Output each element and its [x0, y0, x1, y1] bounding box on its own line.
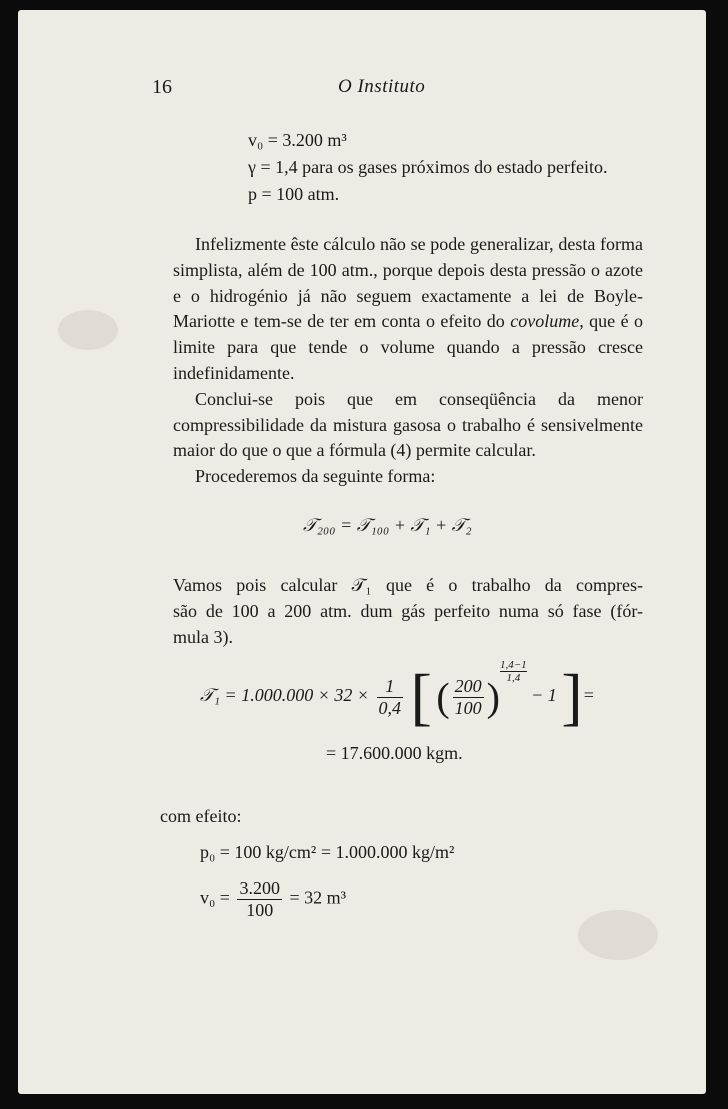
fraction-volume: $\frac{3.200}{100}$ — [239, 878, 280, 920]
exponent: $\frac{1,4-1}{1,4}$ — [499, 659, 527, 684]
book-page — [18, 10, 706, 1094]
formula-result: = 17.600.000 kgm. — [326, 743, 463, 763]
formula-work: 𝒯₁ = 1.000.000 × 32 × $\frac{1}{0,4}$ [ ( $\frac{200}{100}$ ) $\frac{1,4-1}{1,4} - 1$ ]= — [200, 659, 595, 732]
volume-line — [200, 878, 346, 921]
formula-tail: − 1 — [531, 685, 557, 706]
volume-rhs: = 32 m³ — [289, 887, 346, 908]
text-calc-line-1: Vamos pois calcular 𝒯₁ que é o trabalho da compres- — [173, 575, 643, 595]
volume-lhs: v₀ = — [200, 887, 230, 908]
given-gamma: γ = 1,4 para os gases próximos do estado perfeito. — [248, 157, 608, 177]
right-bracket: ] — [561, 661, 583, 732]
formula-work-lhs: 𝒯₁ = 1.000.000 × 32 × — [200, 685, 369, 706]
given-pressure: p = 100 atm. — [248, 184, 340, 204]
formula-equals: = — [582, 685, 595, 706]
paragraph-covolume: Infelizmente êste cálculo não se pode generalizar, desta forma simplista, além de 100 atm., porque depois desta pressão o azote e o hidrogénio já não seguem exactamente a lei de Boyle-Mariotte e tem-se de ter em conta o efeito do covolume, que é o limite para que tende o volume quando a pressão cresce indefinidamente. — [173, 234, 643, 383]
paragraph-procedure: Procederemos da seguinte forma: — [195, 466, 436, 487]
paragraph-conclusion: Conclui-se pois que em conseqüência da menor compressibilidade da mistura gasosa o trabalho é sensivelmente maior do que o que a fórmula (4) permite calcular. — [173, 388, 643, 461]
pressure-line: p₀ = 100 kg/cm² = 1.000.000 kg/m² — [200, 842, 455, 862]
main-text — [173, 232, 643, 490]
running-title: O Instituto — [338, 76, 426, 97]
fraction-one-over: $\frac{1}{0,4}$ — [378, 675, 401, 718]
com-efeito-label: com efeito: — [160, 806, 242, 826]
given-volume: v₀ = 3.200 m³ — [248, 130, 347, 150]
text-calc-line-3: mula 3). — [173, 627, 233, 647]
text-calc-line-2: são de 100 a 200 atm. dum gás perfeito numa só fase (fór- — [173, 601, 643, 621]
page-number: 16 — [152, 76, 172, 98]
formula-sum: 𝒯₂₀₀ = 𝒯₁₀₀ + 𝒯₁ + 𝒯₂ — [303, 515, 472, 535]
left-bracket: [ — [410, 661, 432, 732]
fraction-ratio: $\frac{200}{100}$ — [454, 675, 482, 718]
